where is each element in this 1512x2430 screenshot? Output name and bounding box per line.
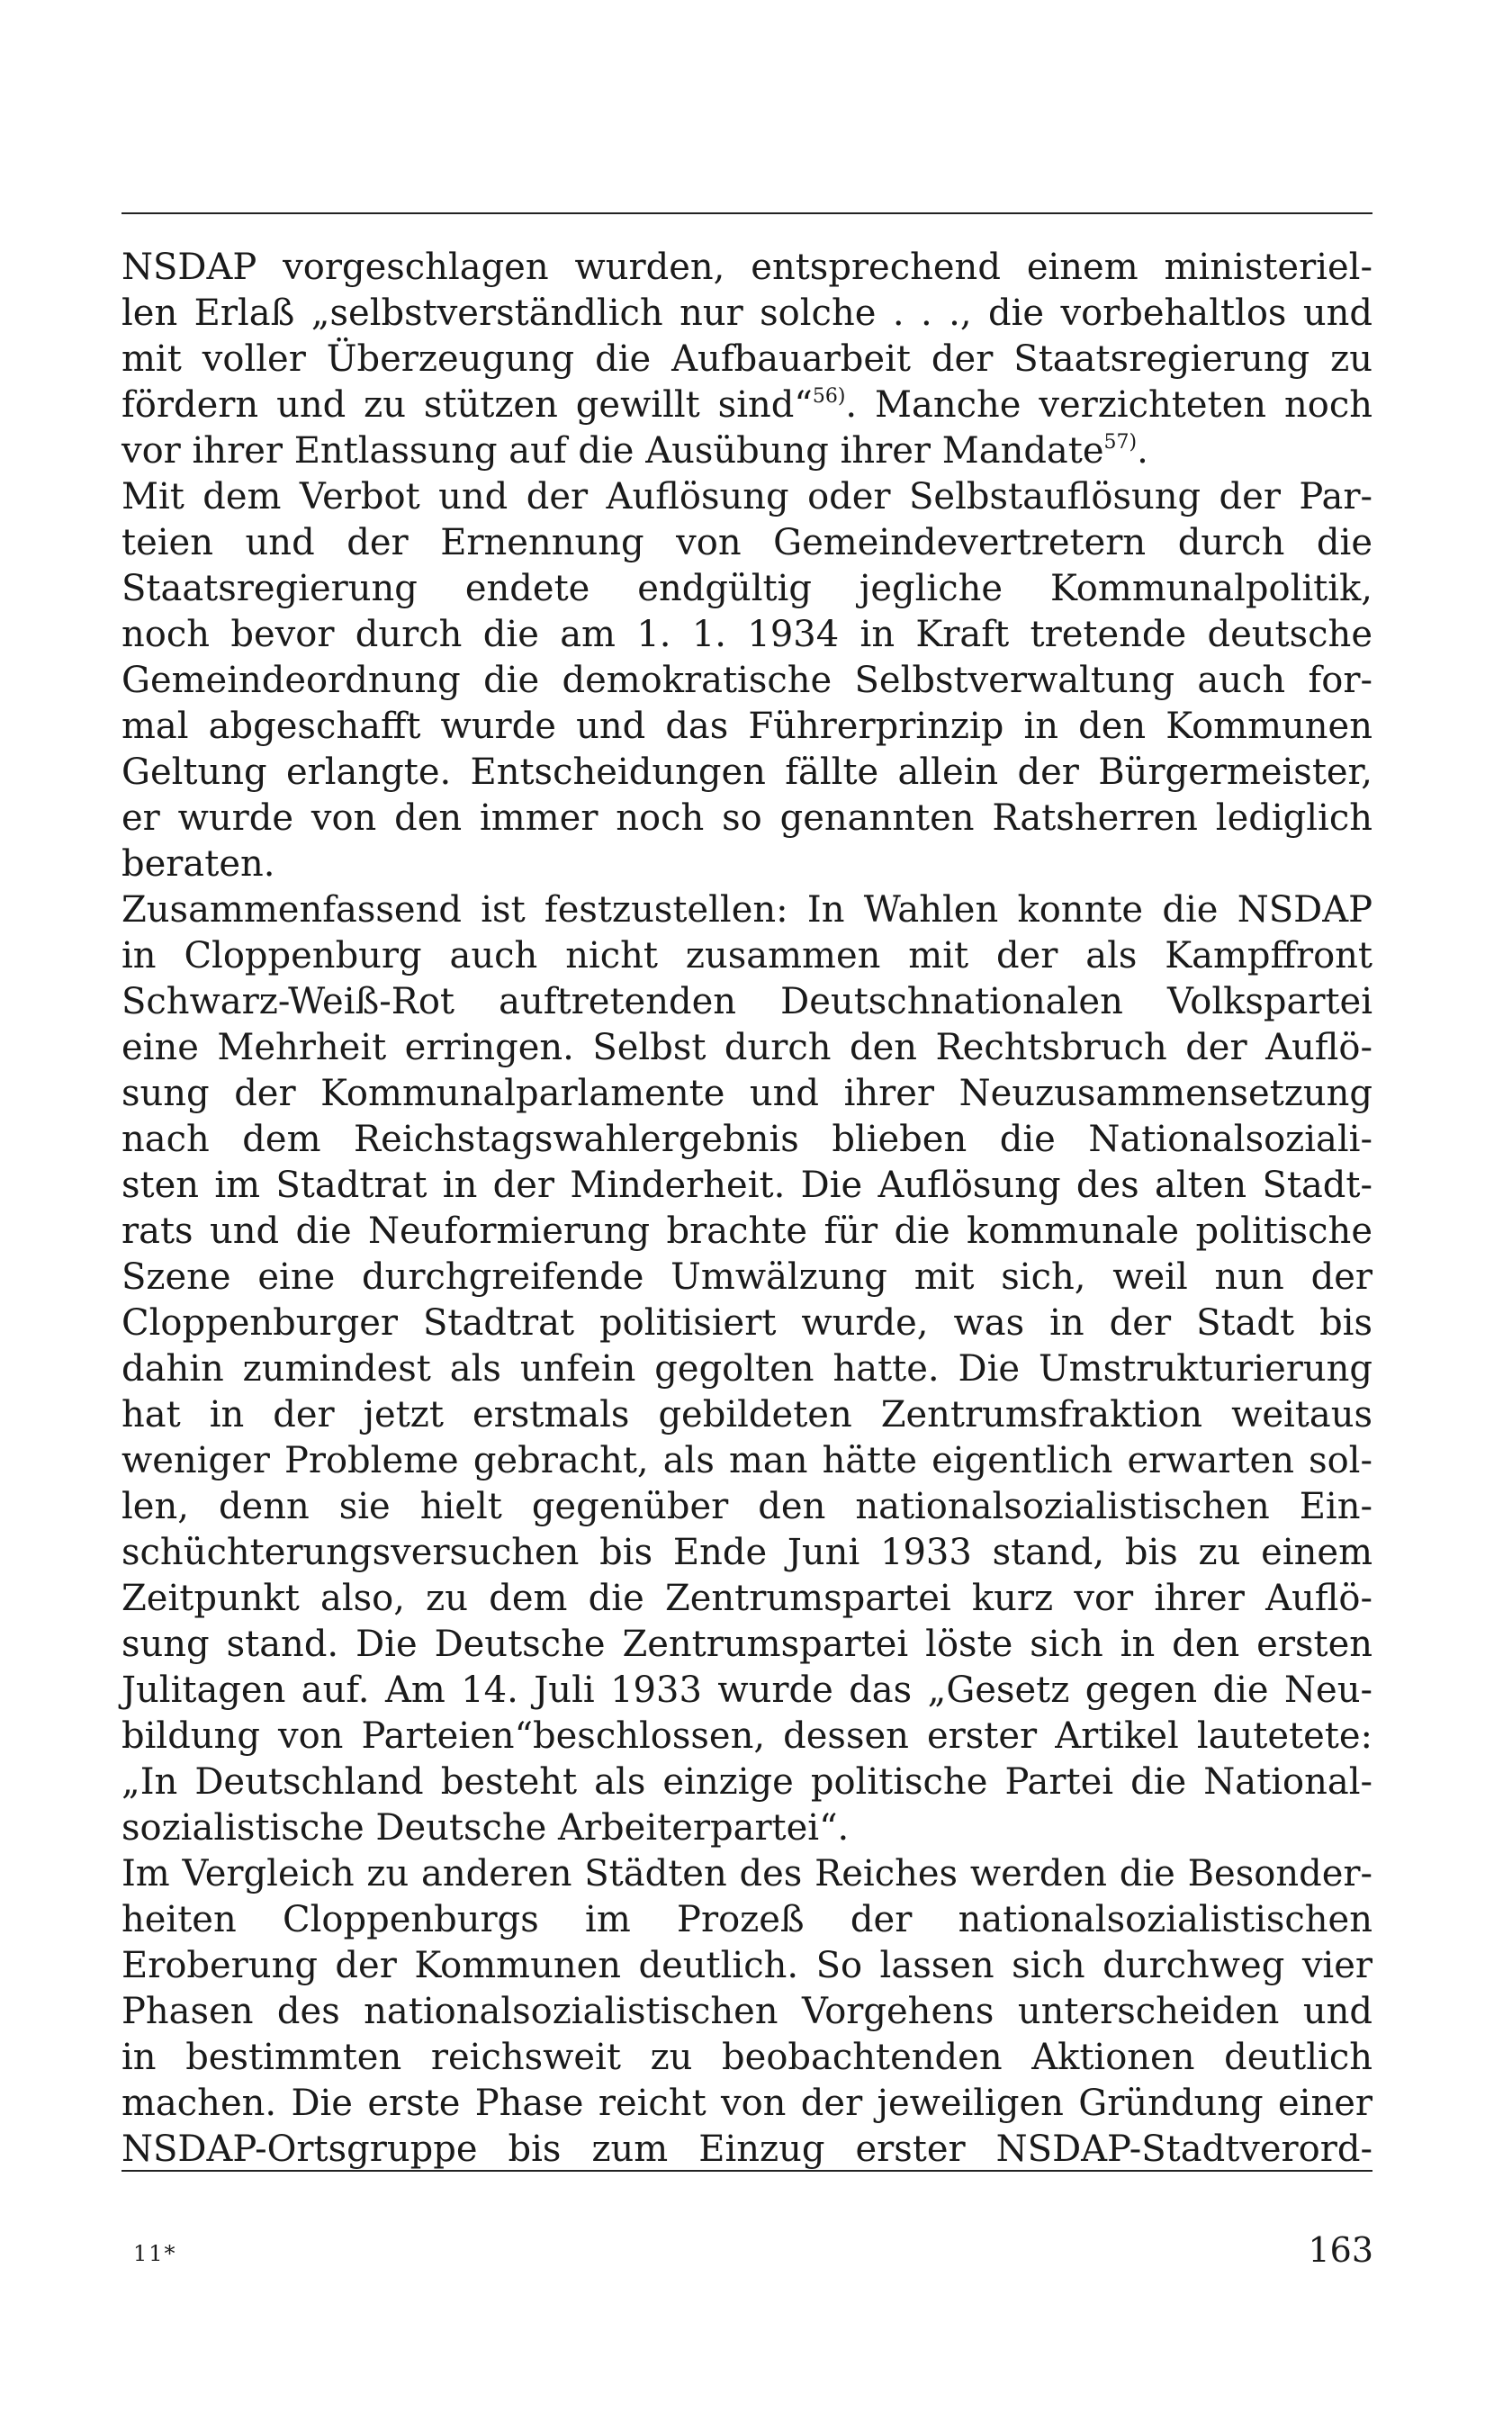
text-line: beraten. [122, 843, 275, 885]
text-line: bildung von Parteien“beschlossen, dessen erster Artikel lautetete: [122, 1715, 1372, 1757]
text-line: in bestimmten reichsweit zu beobachtenden Aktionen deutlich [122, 2037, 1372, 2078]
text-line: sung stand. Die Deutsche Zentrumspartei löste sich in den ersten [122, 1624, 1372, 1665]
text-line: Schwarz-Weiß-Rot auftretenden Deutschnationalen Volkspartei [122, 981, 1372, 1022]
text-line: er wurde von den immer noch so genannten Ratsherren lediglich [122, 797, 1372, 839]
text-segment: . Manche verzichteten noch [845, 384, 1372, 426]
text-line: Phasen des nationalsozialistischen Vorgehens unterscheiden und [122, 1991, 1372, 2032]
text-line: Im Vergleich zu anderen Städten des Reiches werden die Besonder- [122, 1853, 1372, 1894]
text-segment: vor ihrer Entlassung auf die Ausübung ihrer Mandate [122, 430, 1104, 472]
footnote-ref-56: 56) [812, 385, 846, 408]
footnote-ref-57: 57) [1103, 431, 1138, 454]
text-line: Szene eine durchgreifende Umwälzung mit sich, weil nun der [122, 1256, 1372, 1298]
text-line [122, 428, 1372, 474]
text-segment: . [1137, 430, 1148, 472]
text-line: dahin zumindest als unfein gegolten hatte. Die Umstrukturierung [122, 1348, 1372, 1390]
text-line: eine Mehrheit erringen. Selbst durch den Rechtsbruch der Auflö- [122, 1027, 1372, 1068]
text-line: Geltung erlangte. Entscheidungen fällte allein der Bürgermeister, [122, 752, 1372, 793]
text-segment: fördern und zu stützen gewillt sind“ [122, 384, 813, 426]
body-text [122, 245, 1372, 2173]
top-rule [122, 212, 1372, 214]
text-line: in Cloppenburg auch nicht zusammen mit der als Kampffront [122, 935, 1372, 976]
text-line: len, denn sie hielt gegenüber den nationalsozialistischen Ein- [122, 1486, 1372, 1527]
text-line: noch bevor durch die am 1. 1. 1934 in Kraft tretende deutsche [122, 614, 1372, 655]
text-line: Julitagen auf. Am 14. Juli 1933 wurde das „Gesetz gegen die Neu- [122, 1670, 1372, 1711]
text-line: Staatsregierung endete endgültig jegliche Kommunalpolitik, [122, 568, 1372, 609]
text-line: Eroberung der Kommunen deutlich. So lassen sich durchweg vier [122, 1945, 1372, 1986]
text-line: machen. Die erste Phase reicht von der jeweiligen Gründung einer [122, 2083, 1372, 2124]
text-line: Zeitpunkt also, zu dem die Zentrumspartei kurz vor ihrer Auflö- [122, 1578, 1372, 1619]
text-line: weniger Probleme gebracht, als man hätte eigentlich erwarten sol- [122, 1440, 1372, 1481]
text-line: heiten Cloppenburgs im Prozeß der nationalsozialistischen [122, 1899, 1372, 1940]
text-line: mit voller Überzeugung die Aufbauarbeit der Staatsregierung zu [122, 338, 1372, 380]
text-line: sten im Stadtrat in der Minderheit. Die Auflösung des alten Stadt- [122, 1165, 1372, 1206]
text-line: schüchterungsversuchen bis Ende Juni 1933 stand, bis zu einem [122, 1532, 1372, 1573]
page-number: 163 [1308, 2230, 1373, 2270]
text-line: rats und die Neuformierung brachte für die kommunale politische [122, 1210, 1372, 1252]
text-line: NSDAP vorgeschlagen wurden, entsprechend einem ministeriel- [122, 247, 1372, 288]
text-line: mal abgeschafft wurde und das Führerprinzip in den Kommunen [122, 706, 1372, 747]
bottom-rule [122, 2170, 1372, 2172]
text-line: sozialistische Deutsche Arbeiterpartei“. [122, 1807, 850, 1849]
text-line: NSDAP-Ortsgruppe bis zum Einzug erster NSDAP-Stadtverord- [122, 2128, 1372, 2170]
text-line: nach dem Reichstagswahlergebnis blieben die Nationalsoziali- [122, 1119, 1372, 1160]
text-line: sung der Kommunalparlamente und ihrer Neuzusammensetzung [122, 1073, 1372, 1114]
text-line: Zusammenfassend ist festzustellen: In Wahlen konnte die NSDAP [122, 889, 1372, 931]
signature-mark: 11* [133, 2241, 177, 2266]
text-line: „In Deutschland besteht als einzige politische Partei die National- [122, 1761, 1372, 1803]
text-line: hat in der jetzt erstmals gebildeten Zentrumsfraktion weitaus [122, 1394, 1372, 1436]
text-line: Cloppenburger Stadtrat politisiert wurde, was in der Stadt bis [122, 1302, 1372, 1344]
text-line: len Erlaß „selbstverständlich nur solche . . ., die vorbehaltlos und [122, 292, 1372, 334]
text-line: teien und der Ernennung von Gemeindevertretern durch die [122, 522, 1372, 563]
text-line [122, 382, 1372, 428]
text-line: Gemeindeordnung die demokratische Selbstverwaltung auch for- [122, 660, 1372, 701]
text-line: Mit dem Verbot und der Auflösung oder Selbstauflösung der Par- [122, 476, 1372, 518]
